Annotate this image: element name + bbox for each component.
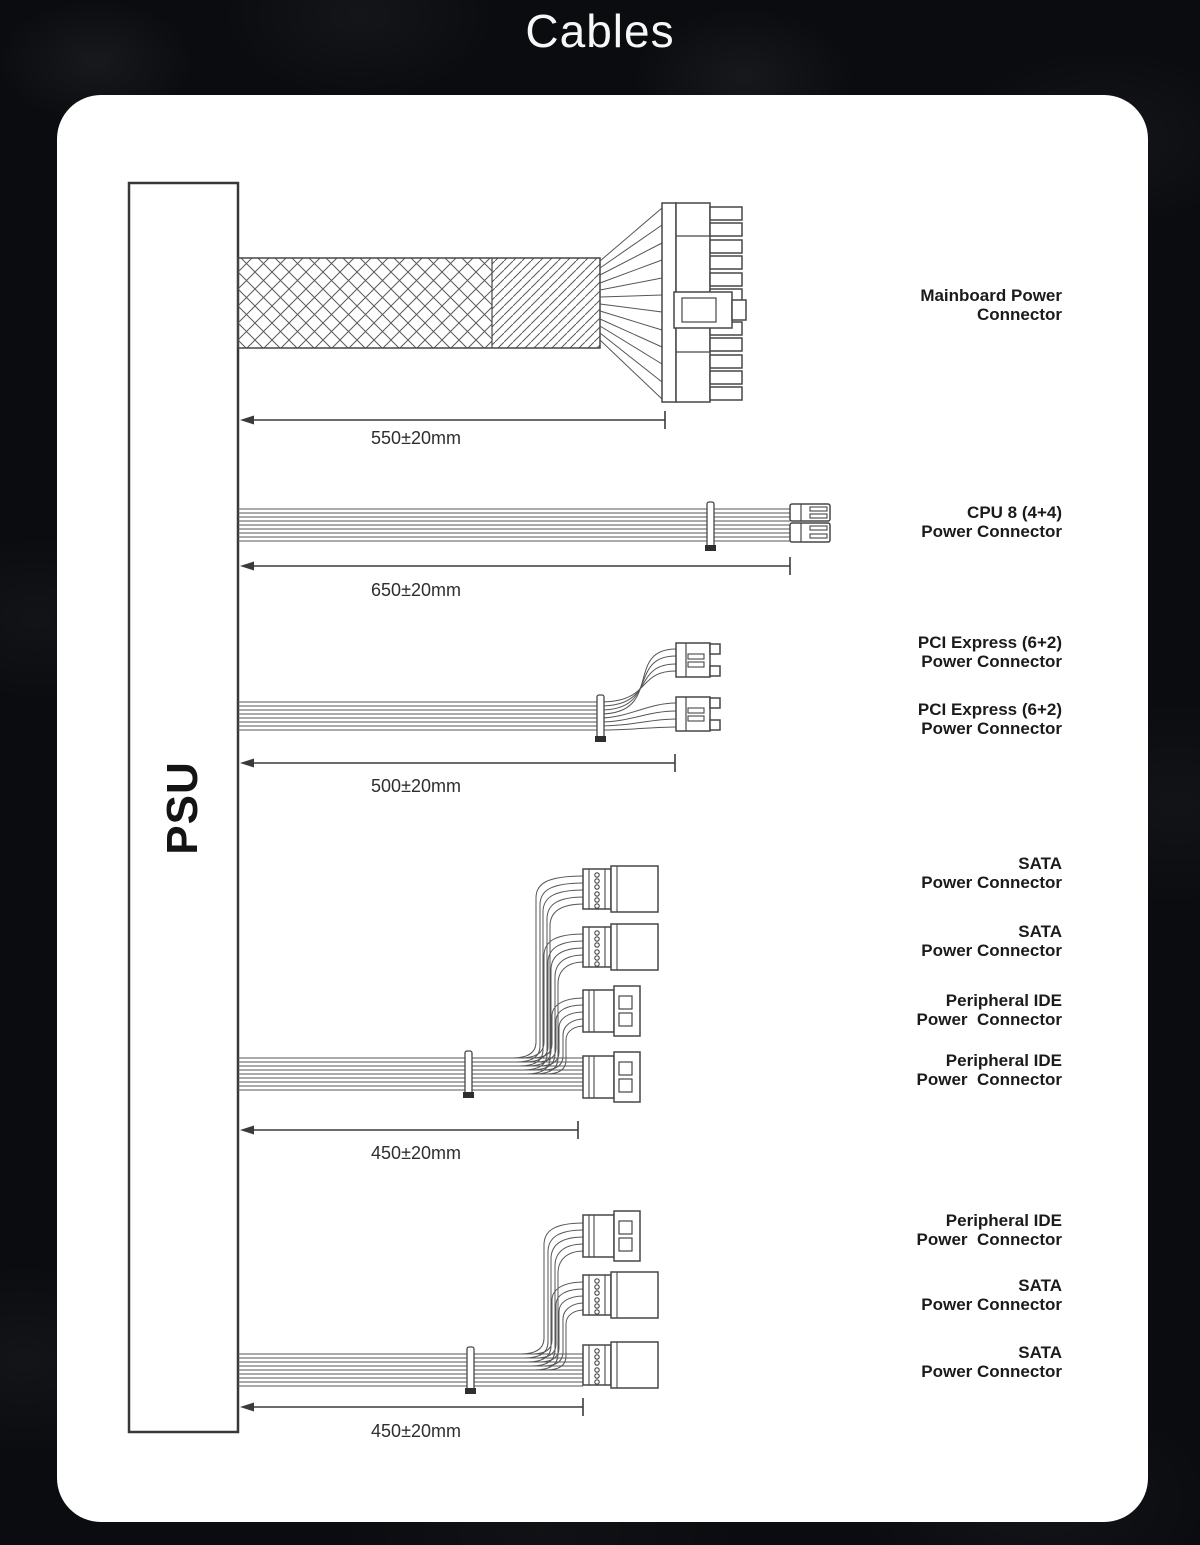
- label-mainboard-power-connector: [802, 286, 1062, 324]
- sata-connector-2: [583, 924, 658, 970]
- label-line: SATA: [1018, 922, 1062, 941]
- label-line: PCI Express (6+2): [917, 700, 1062, 719]
- sata-ide-cable-1-tie: [463, 1051, 474, 1098]
- label-peripheral-ide-power-connector-1: [802, 991, 1062, 1029]
- label-line: Power Connector: [921, 652, 1062, 671]
- dimension-450mm-2: 450±20mm: [371, 1421, 461, 1441]
- dimension-450mm-1: 450±20mm: [371, 1143, 461, 1163]
- label-line: SATA: [1018, 1343, 1062, 1362]
- label-line: Connector: [977, 305, 1062, 324]
- label-line: Power Connector: [921, 873, 1062, 892]
- label-line: Peripheral IDE: [945, 1051, 1062, 1070]
- label-line: Peripheral IDE: [945, 991, 1062, 1010]
- sata-connector-1: [583, 866, 658, 912]
- pcie-cable: [238, 649, 676, 730]
- pcie-cable-tie: [595, 695, 606, 742]
- label-pcie-power-connector-2: [802, 700, 1062, 738]
- label-line: Power Connector: [916, 1010, 1062, 1029]
- sata-ide-cable-1: [238, 876, 584, 1090]
- sata-ide-cable-2: [238, 1223, 584, 1386]
- pcie-connector-2: [676, 697, 720, 731]
- sata-ide-cable-2-tie: [465, 1347, 476, 1394]
- label-line: Power Connector: [921, 1362, 1062, 1381]
- label-line: CPU 8 (4+4): [967, 503, 1062, 522]
- label-sata-power-connector-4: [802, 1343, 1062, 1381]
- page-title: Cables: [525, 5, 675, 57]
- label-peripheral-ide-power-connector-3: [802, 1211, 1062, 1249]
- label-line: Power Connector: [916, 1070, 1062, 1089]
- label-line: Power Connector: [921, 941, 1062, 960]
- mainboard-cable: [238, 208, 662, 399]
- label-line: SATA: [1018, 854, 1062, 873]
- ide-connector-1: [583, 986, 640, 1036]
- label-line: Mainboard Power: [920, 286, 1062, 305]
- mainboard-connector: [662, 203, 746, 402]
- dimension-lines: [240, 411, 790, 1416]
- label-peripheral-ide-power-connector-2: [802, 1051, 1062, 1089]
- ide-connector-3: [583, 1211, 640, 1261]
- psu-label: PSU: [158, 761, 207, 855]
- ide-connector-2: [583, 1052, 640, 1102]
- label-cpu-power-connector: [802, 503, 1062, 541]
- label-line: SATA: [1018, 1276, 1062, 1295]
- dimension-500mm: 500±20mm: [371, 776, 461, 796]
- label-line: Power Connector: [916, 1230, 1062, 1249]
- diagram-card: [57, 95, 1148, 1522]
- sata-connector-3: [583, 1272, 658, 1318]
- pcie-connector-1: [676, 643, 720, 677]
- label-line: PCI Express (6+2): [917, 633, 1062, 652]
- label-line: Power Connector: [921, 522, 1062, 541]
- sata-connector-4: [583, 1342, 658, 1388]
- label-line: Power Connector: [921, 719, 1062, 738]
- label-sata-power-connector-3: [802, 1276, 1062, 1314]
- cpu-cable-tie: [705, 502, 716, 551]
- label-sata-power-connector-1: [802, 854, 1062, 892]
- label-line: Power Connector: [921, 1295, 1062, 1314]
- label-pcie-power-connector-1: [802, 633, 1062, 671]
- dimension-650mm: 650±20mm: [371, 580, 461, 600]
- dimension-550mm: 550±20mm: [371, 428, 461, 448]
- label-line: Peripheral IDE: [945, 1211, 1062, 1230]
- label-sata-power-connector-2: [802, 922, 1062, 960]
